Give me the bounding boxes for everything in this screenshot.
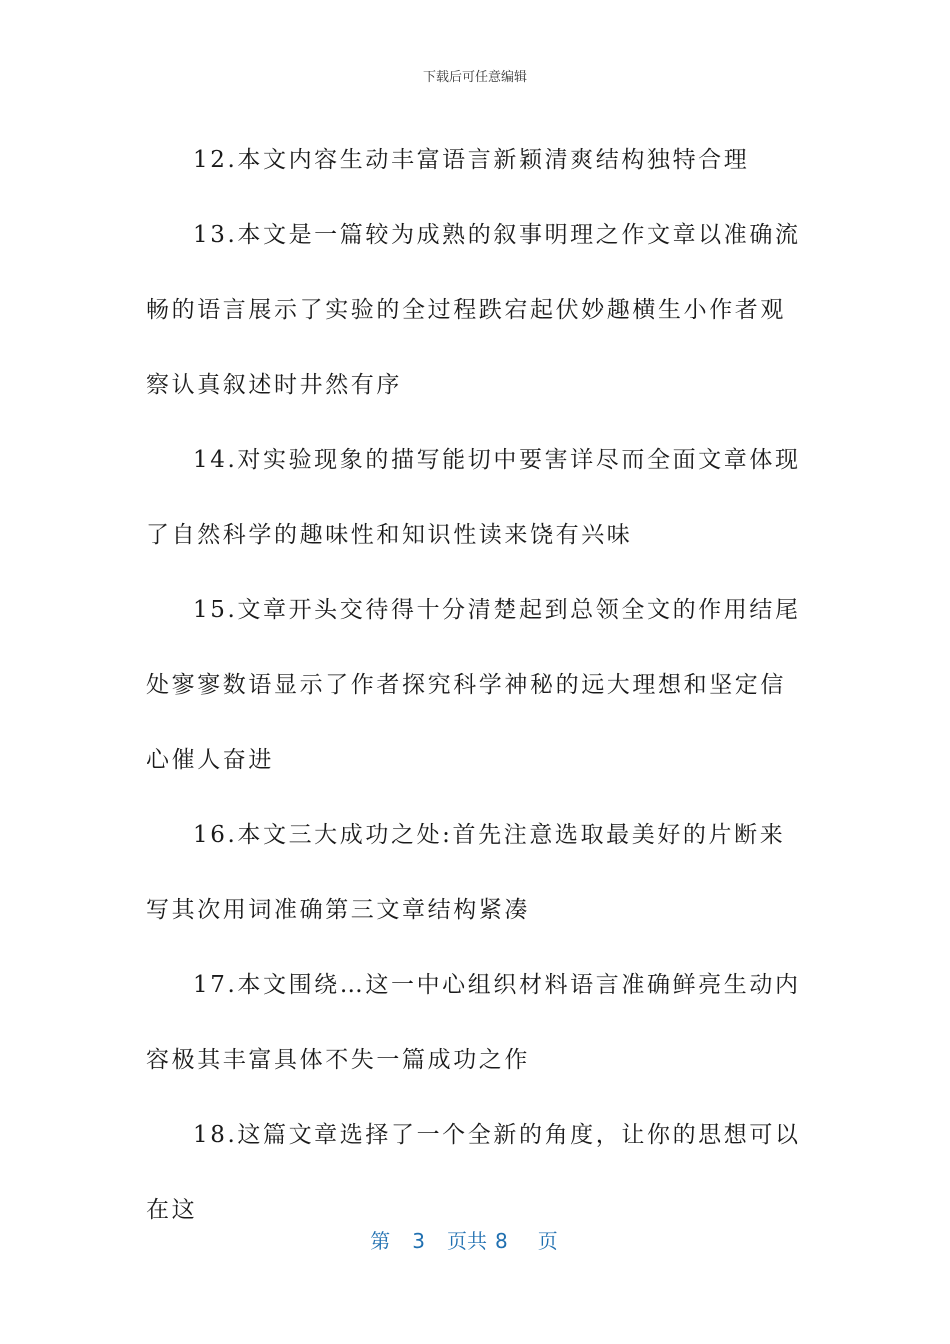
paragraph-15: 15.文章开头交待得十分清楚起到总领全文的作用结尾处寥寥数语显示了作者探究科学神秘的远大理想和坚定信心催人奋进 [146,597,801,773]
footer-prefix: 第 [370,1229,391,1253]
page-footer [0,1225,950,1254]
paragraph-16: 16.本文三大成功之处:首先注意选取最美好的片断来写其次用词准确第三文章结构紧凑 [146,822,786,923]
document-body [146,123,806,1248]
paragraph-18: 18.这篇文章选择了一个全新的角度，让你的思想可以在这 [146,1122,801,1223]
paragraph-17: 17.本文围绕…这一中心组织材料语言准确鲜亮生动内容极其丰富具体不失一篇成功之作 [146,972,801,1073]
paragraph-14: 14.对实验现象的描写能切中要害详尽而全面文章体现了自然科学的趣味性和知识性读来饶有兴味 [146,447,801,548]
paragraph-13: 13.本文是一篇较为成熟的叙事明理之作文章以准确流畅的语言展示了实验的全过程跌宕起伏妙趣横生小作者观察认真叙述时井然有序 [146,222,801,398]
paragraph-12: 12.本文内容生动丰富语言新颖清爽结构独特合理 [193,147,750,173]
current-page-number: 3 [412,1229,425,1253]
footer-suffix: 页 [537,1229,558,1253]
page-header: 下载后可任意编辑 [422,70,527,85]
footer-middle: 页共 [447,1229,487,1253]
total-page-number: 8 [495,1229,508,1253]
